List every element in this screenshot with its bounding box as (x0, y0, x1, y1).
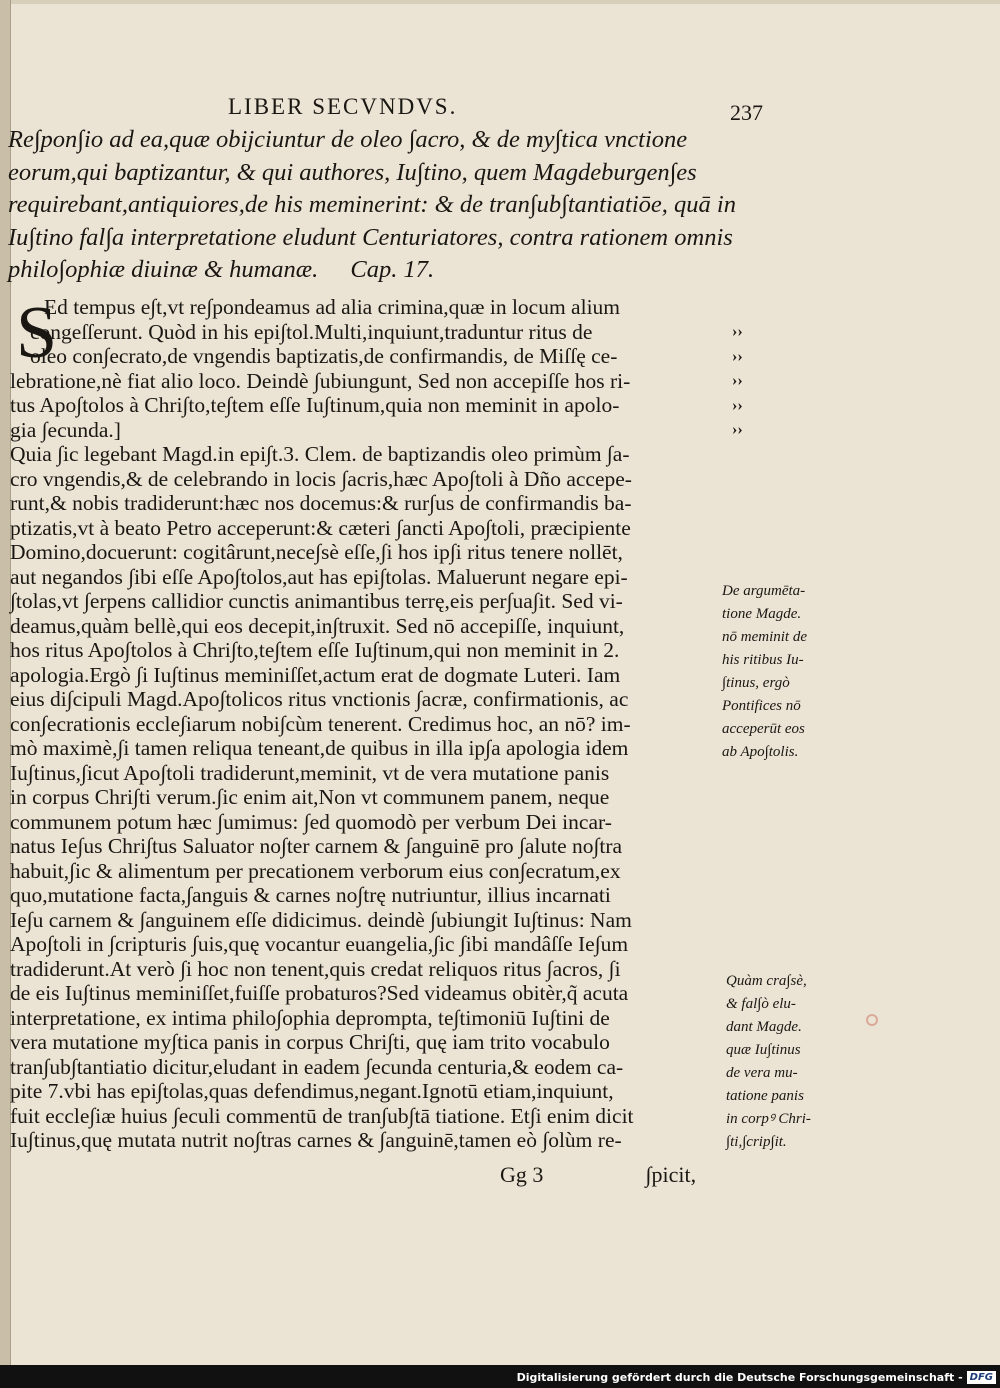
body-text (10, 292, 730, 1153)
text-line: eius di∫cipuli Magd.Apo∫tolicos ritus vnctionis ∫acræ, confirmationis, ac (10, 687, 629, 711)
text-line: habuit,∫ic & alimentum per precationem verborum eius con∫ecratum,ex (10, 858, 621, 883)
margin-note-argument (722, 580, 807, 764)
chapter-heading (8, 124, 748, 287)
text-line: quæ Iu∫tinus (726, 1042, 801, 1058)
drop-capital: S (16, 292, 58, 374)
text-line: cro vngendis,& de celebrando in locis ∫acris,hæc Apo∫toli à Dño accepe- (10, 466, 632, 491)
text-line: Quia ∫ic legebant Magd.in epi∫t.3. Clem. de baptizandis oleo primùm ∫a- (10, 442, 630, 466)
text-line: ∫tinus, ergò (722, 675, 790, 691)
text-line: nō meminit de (722, 629, 807, 645)
text-line: ›› (732, 421, 743, 438)
text-line: tradiderunt.At verò ∫i hoc non tenent,quis credat reliquos ritus ∫acros, ∫i (10, 956, 621, 981)
text-line: deamus,quàm bellè,qui eos decepit,in∫truxit. Sed nō accepiſſe, inquiunt, (10, 613, 625, 638)
text-line: tione Magde. (722, 606, 802, 622)
text-line: oleo con∫ecrato,de vngendis baptizatis,de confirmandis, de Miſſę ce- (30, 344, 618, 368)
text-line: ptizatis,vt à beato Petro acceperunt:& cæteri ∫ancti Apo∫toli, præcipiente (10, 515, 631, 540)
chapter-number: Cap. 17. (350, 256, 435, 283)
text-line: Iu∫tinus,quę mutata nutrit no∫tras carnes & ∫anguinē,tamen eò ∫olùm re- (10, 1128, 622, 1152)
catchword: ∫picit, (645, 1162, 697, 1187)
heading-line: Iu∫tino fal∫a interpretatione eludunt Centuriatores, contra rationem omnis (8, 223, 733, 251)
text-line: Iu∫tinus,∫icut Apo∫toli tradiderunt,meminit, vt de vera mutatione panis (10, 760, 610, 785)
text-line: tatione panis (726, 1088, 804, 1104)
footer-bar (517, 1368, 996, 1386)
text-line: dant Magde. (726, 1019, 802, 1035)
text-line: lebratione,nè fiat alio loco. Deindè ∫ubiungunt, Sed non accepiſſe hos ri- (10, 368, 631, 393)
text-line: ab Apo∫tolis. (722, 744, 799, 760)
text-line: ›› (732, 372, 743, 389)
page-number: 237 (730, 100, 763, 125)
page-top-edge (0, 0, 1000, 4)
text-line: natus Ie∫us Chri∫tus Saluator no∫ter carnem & ∫anguinē pro ∫alute no∫tra (10, 834, 623, 858)
heading-line: eorum,qui baptizantur, & qui authores, Iu∫tino, quem Magdeburgen∫es (8, 158, 697, 186)
text-line: ∫tolas,vt ∫erpens callidior cunctis animantibus terrę,eis per∫ua∫it. Sed vi- (10, 589, 623, 613)
text-line: quo,mutatione facta,∫anguis & carnes no∫trę nutriuntur, illius incarnati (10, 883, 611, 907)
funding-notice: Digitalisierung gefördert durch die Deutsche Forschungsgemeinschaft - (516, 1370, 963, 1384)
binding-hole-mark (866, 1014, 878, 1026)
text-line: mò maximè,∫i tamen reliqua teneant,de quibus in illa ip∫a apologia idem (10, 736, 629, 760)
text-line: tran∫ub∫tantiatio dicitur,eludant in eadem ∫ecunda centuria,& eodem ca- (10, 1054, 624, 1079)
heading-line: Re∫pon∫io ad ea,quæ obijciuntur de oleo ∫acro, & de my∫tica vnctione (8, 126, 688, 153)
text-line: de vera mu- (726, 1065, 798, 1081)
text-line: de eis Iu∫tinus meminiſſet,fuiſſe probaturos?Sed videamus obitèr,q̃ acuta (10, 981, 629, 1005)
text-line: vera mutatione my∫tica panis in corpus Chri∫ti, quę iam trito vocabulo (10, 1030, 610, 1054)
running-head: LIBER SECVNDVS. (228, 94, 458, 119)
text-line: apologia.Ergò ∫i Iu∫tinus meminiſſet,actum erat de dogmate Luteri. Iam (10, 662, 621, 687)
text-line: aut negandos ∫ibi eſſe Apo∫tolos,aut has epi∫tolas. Maluerunt negare epi- (10, 564, 628, 589)
text-line: Apo∫toli in ∫cripturis ∫uis,quę vocantur euangelia,∫ic ∫ibi mandâſſe Ie∫um (10, 932, 629, 956)
text-line: & fal∫ò elu- (726, 996, 796, 1012)
signature-line (500, 1162, 730, 1188)
quotation-marks-column (732, 320, 743, 443)
signature-mark: Gg 3 (500, 1162, 544, 1187)
heading-line: requirebant,antiquiores,de his meminerint: & de tran∫ub∫tantiatiōe, quā in (8, 191, 736, 218)
text-line: Quàm cra∫sè, (726, 973, 807, 989)
text-line: Ed tempus e∫t,vt re∫pondeamus ad alia crimina,quæ in locum alium (44, 295, 621, 319)
text-line: De argumēta- (722, 583, 806, 599)
text-line: congeſſerunt. Quòd in his epi∫tol.Multi,inquiunt,traduntur ritus de (30, 319, 593, 344)
text-line: acceperūt eos (722, 721, 805, 737)
heading-line: philo∫ophiæ diuinæ & humanæ. (8, 256, 319, 283)
text-line: Pontifices nō (722, 698, 801, 714)
text-line: tus Apo∫tolos à Chri∫to,te∫tem eſſe Iu∫tinum,quia non meminit in apolo- (10, 393, 620, 417)
text-line: ›› (732, 347, 743, 365)
text-line: fuit eccle∫iæ huius ∫eculi commentū de tran∫ub∫tā tiatione. Et∫i enim dicit (10, 1103, 634, 1128)
text-line: ∫ti,∫crip∫it. (726, 1134, 787, 1150)
heading-line-last (8, 254, 748, 287)
text-line: communem potum hæc ∫umimus: ∫ed quomodò per verbum Dei incar- (10, 809, 612, 834)
text-line: ›› (732, 396, 743, 414)
text-line: gia ∫ecunda.] (10, 417, 121, 442)
text-line: runt,& nobis tradiderunt:hæc nos docemus:& rur∫us de confirmandis ba- (10, 491, 632, 515)
dfg-logo-icon: DFG (967, 1371, 996, 1384)
text-line: Domino,docuerunt: cogitârunt,nece∫sè eſſe,∫i hos ip∫i ritus tenere nollēt, (10, 540, 623, 564)
text-line: in corpꝰ Chri- (726, 1111, 811, 1127)
text-line: pite 7.vbi has epi∫tolas,quas defendimus,negant.Ignotū etiam,inquiunt, (10, 1079, 614, 1103)
margin-note-eludant (726, 970, 811, 1154)
text-line: in corpus Chri∫ti verum.∫ic enim ait,Non vt communem panem, neque (10, 785, 610, 809)
text-line: hos ritus Apo∫tolos à Chri∫to,te∫tem eſſe Iu∫tinum,qui non meminit in 2. (10, 638, 620, 662)
text-line: interpretatione, ex intima philo∫ophia deprompta, te∫timoniū Iu∫tini de (10, 1005, 610, 1030)
text-line: con∫ecrationis eccle∫iarum nobi∫cùm tenerent. Credimus hoc, an nō? im- (10, 711, 631, 736)
text-line: his ritibus Iu- (722, 652, 804, 668)
text-line: ›› (732, 323, 743, 340)
text-line: Ie∫u carnem & ∫anguinem eſſe didicimus. deindè ∫ubiungit Iu∫tinus: Nam (10, 907, 632, 932)
